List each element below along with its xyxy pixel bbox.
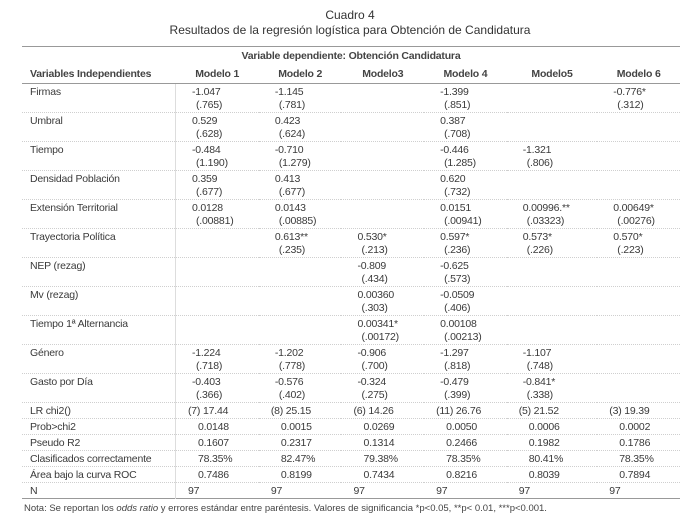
coefficient: -1.202 xyxy=(274,347,304,359)
table-row xyxy=(22,229,680,258)
table-row xyxy=(22,345,680,374)
standard-error: (.851) xyxy=(444,99,471,111)
row-label: NEP (rezag) xyxy=(22,258,176,287)
table-cell xyxy=(176,287,259,316)
stat-value: (6) 14.26 xyxy=(341,403,424,419)
standard-error: (.00881) xyxy=(196,215,234,227)
coefficient: -1.297 xyxy=(440,347,469,359)
coefficient: 0.573* xyxy=(522,231,552,243)
stat-value: (5) 21.52 xyxy=(507,403,598,419)
standard-error: (1.190) xyxy=(196,157,228,169)
stat-value: 0.0050 xyxy=(424,419,507,435)
row-label: Prob>chi2 xyxy=(22,419,176,435)
table-cell xyxy=(507,142,598,171)
row-label: Tiempo 1ª Alternancia xyxy=(22,316,176,345)
coefficient: 0.00649* xyxy=(613,202,654,214)
standard-error: (.236) xyxy=(444,244,471,256)
table-cell xyxy=(424,287,507,316)
table-cell xyxy=(176,316,259,345)
table-cell xyxy=(507,345,598,374)
row-label: Extensión Territorial xyxy=(22,200,176,229)
stat-row xyxy=(22,451,680,467)
stat-value: 78.35% xyxy=(597,451,680,467)
coefficient: 0.00341* xyxy=(357,318,398,330)
coefficient: -0.809 xyxy=(357,260,387,272)
table-cell xyxy=(507,113,598,142)
coefficient: 0.00108 xyxy=(440,318,477,330)
table-cell xyxy=(176,84,259,113)
table-row xyxy=(22,287,680,316)
row-label: Firmas xyxy=(22,84,176,113)
table-cell xyxy=(259,374,342,403)
row-label: Gasto por Día xyxy=(22,374,176,403)
table-cell xyxy=(597,171,680,200)
dependent-variable-header: Variable dependiente: Obtención Candidatura xyxy=(241,50,461,62)
standard-error: (.748) xyxy=(526,360,553,372)
coefficient: 0.570* xyxy=(613,231,643,243)
row-label: Mv (rezag) xyxy=(22,287,176,316)
stat-row xyxy=(22,419,680,435)
standard-error: (.399) xyxy=(444,389,471,401)
standard-error: (.275) xyxy=(361,389,388,401)
standard-error: (.00941) xyxy=(444,215,482,227)
coefficient: -0.906 xyxy=(357,347,387,359)
table-row xyxy=(22,171,680,200)
stat-value: 79.38% xyxy=(341,451,424,467)
standard-error: (.708) xyxy=(444,128,471,140)
table-cell xyxy=(597,84,680,113)
stat-value: 0.7486 xyxy=(176,467,259,483)
table-cell xyxy=(597,142,680,171)
table-cell xyxy=(507,316,598,345)
coefficient: -0.776* xyxy=(613,86,646,98)
table-cell xyxy=(341,229,424,258)
coefficient: 0.613** xyxy=(274,231,308,243)
coefficient: 0.0128 xyxy=(192,202,223,214)
coefficient: -1.107 xyxy=(522,347,552,359)
table-cell xyxy=(176,229,259,258)
coefficient: 0.359 xyxy=(192,173,218,185)
standard-error: (.03323) xyxy=(526,215,565,227)
coefficient: -1.321 xyxy=(522,144,552,156)
regression-table xyxy=(22,46,680,499)
table-cell xyxy=(507,229,598,258)
table-cell xyxy=(597,113,680,142)
standard-error: (.818) xyxy=(444,360,471,372)
standard-error: (.732) xyxy=(444,186,471,198)
standard-error: (.312) xyxy=(617,99,644,111)
stat-value: (7) 17.44 xyxy=(176,403,259,419)
coefficient: 0.00996.** xyxy=(522,202,570,214)
coefficient: 0.620 xyxy=(440,173,466,185)
stat-value: (8) 25.15 xyxy=(259,403,342,419)
table-cell xyxy=(176,345,259,374)
coefficient: 0.423 xyxy=(274,115,301,127)
table-cell xyxy=(597,258,680,287)
table-cell xyxy=(341,113,424,142)
table-cell xyxy=(424,229,507,258)
table-cell xyxy=(597,374,680,403)
coefficient: 0.597* xyxy=(440,231,470,243)
table-cell xyxy=(507,200,598,229)
standard-error: (.223) xyxy=(617,244,644,256)
stat-value: 78.35% xyxy=(176,451,259,467)
standard-error: (.434) xyxy=(361,273,388,285)
table-cell xyxy=(259,345,342,374)
coefficient: -0.710 xyxy=(274,144,304,156)
stat-value: 97 xyxy=(259,483,342,499)
standard-error: (.624) xyxy=(278,128,306,140)
table-cell xyxy=(597,287,680,316)
stat-value: 78.35% xyxy=(424,451,507,467)
standard-error: (.677) xyxy=(278,186,306,198)
stat-value: 0.0269 xyxy=(341,419,424,435)
standard-error: (.573) xyxy=(444,273,471,285)
table-cell xyxy=(341,142,424,171)
row-label: Género xyxy=(22,345,176,374)
stat-value: 80.41% xyxy=(507,451,598,467)
coefficient: 0.413 xyxy=(274,173,301,185)
stat-value: 0.0002 xyxy=(597,419,680,435)
stat-value: 0.8216 xyxy=(424,467,507,483)
standard-error: (.700) xyxy=(361,360,388,372)
table-row xyxy=(22,258,680,287)
table-cell xyxy=(176,142,259,171)
table-cell xyxy=(507,171,598,200)
row-label: LR chi2() xyxy=(22,403,176,419)
stat-value: 0.0006 xyxy=(507,419,598,435)
table-cell xyxy=(597,200,680,229)
row-label: Densidad Población xyxy=(22,171,176,200)
standard-error: (.765) xyxy=(196,99,223,111)
stat-value: 97 xyxy=(507,483,598,499)
coefficient: -0.841* xyxy=(522,376,556,388)
coefficient: -1.224 xyxy=(192,347,221,359)
standard-error: (.778) xyxy=(278,360,306,372)
stat-value: 97 xyxy=(424,483,507,499)
column-header: Modelo 6 xyxy=(597,65,680,84)
table-cell xyxy=(259,258,342,287)
coefficient: 0.387 xyxy=(440,115,466,127)
stat-value: 82.47% xyxy=(259,451,342,467)
column-header: Modelo5 xyxy=(507,65,598,84)
coefficient: 0.0143 xyxy=(274,202,306,214)
column-header: Variables Independientes xyxy=(22,65,176,84)
table-cell xyxy=(424,258,507,287)
stat-value: 97 xyxy=(597,483,680,499)
standard-error: (.235) xyxy=(278,244,306,256)
standard-error: (.00172) xyxy=(361,331,399,343)
standard-error: (.677) xyxy=(196,186,223,198)
table-cell xyxy=(341,84,424,113)
coefficient: 0.530* xyxy=(357,231,387,243)
table-cell xyxy=(259,142,342,171)
table-cell xyxy=(341,171,424,200)
stat-value: 0.1982 xyxy=(507,435,598,451)
table-cell xyxy=(259,287,342,316)
coefficient: -0.625 xyxy=(440,260,469,272)
standard-error: (.00885) xyxy=(278,215,317,227)
stat-row xyxy=(22,403,680,419)
table-cell xyxy=(341,258,424,287)
stat-value: 0.2317 xyxy=(259,435,342,451)
stat-row xyxy=(22,467,680,483)
table-cell xyxy=(259,113,342,142)
standard-error: (.213) xyxy=(361,244,388,256)
standard-error: (.806) xyxy=(526,157,553,169)
coefficient: -0.479 xyxy=(440,376,469,388)
row-label: Tiempo xyxy=(22,142,176,171)
standard-error: (.781) xyxy=(278,99,306,111)
coefficient: -1.399 xyxy=(440,86,469,98)
table-cell xyxy=(176,374,259,403)
coefficient: -0.324 xyxy=(357,376,387,388)
table-row xyxy=(22,374,680,403)
column-header: Modelo3 xyxy=(341,65,424,84)
table-cell xyxy=(176,258,259,287)
standard-error: (.402) xyxy=(278,389,306,401)
standard-error: (1.279) xyxy=(278,157,311,169)
coefficient: 0.529 xyxy=(192,115,218,127)
row-label: Área bajo la curva ROC xyxy=(22,467,176,483)
table-title: Resultados de la regresión logística para Obtención de Candidatura xyxy=(169,23,531,37)
row-label: Trayectoria Política xyxy=(22,229,176,258)
table-note: Nota: Se reportan los odds ratio y errores estándar entre paréntesis. Valores de significancia *p<0.05, **p< 0.01, ***p<0.001. xyxy=(24,503,547,514)
table-cell xyxy=(341,345,424,374)
table-number: Cuadro 4 xyxy=(325,8,375,22)
table-cell xyxy=(507,374,598,403)
standard-error: (.00213) xyxy=(444,331,482,343)
standard-error: (.338) xyxy=(526,389,553,401)
stat-value: 0.7894 xyxy=(597,467,680,483)
table-row xyxy=(22,142,680,171)
stat-row xyxy=(22,483,680,499)
coefficient: -0.484 xyxy=(192,144,221,156)
table-cell xyxy=(259,171,342,200)
table-cell xyxy=(424,113,507,142)
stat-value: (3) 19.39 xyxy=(597,403,680,419)
table-cell xyxy=(424,171,507,200)
table-cell xyxy=(341,200,424,229)
standard-error: (.406) xyxy=(444,302,471,314)
table-cell xyxy=(424,316,507,345)
coefficient: -0.446 xyxy=(440,144,469,156)
stat-value: 0.0015 xyxy=(259,419,342,435)
row-label: Umbral xyxy=(22,113,176,142)
table-cell xyxy=(597,229,680,258)
coefficient: -1.047 xyxy=(192,86,221,98)
table-cell xyxy=(507,258,598,287)
coefficient: -1.145 xyxy=(274,86,304,98)
stat-value: 0.7434 xyxy=(341,467,424,483)
table-cell xyxy=(176,200,259,229)
stat-value: 0.1786 xyxy=(597,435,680,451)
table-cell xyxy=(259,200,342,229)
coefficient: 0.0151 xyxy=(440,202,472,214)
table-cell xyxy=(259,229,342,258)
stat-value: 0.1314 xyxy=(341,435,424,451)
standard-error: (.628) xyxy=(196,128,223,140)
table-cell xyxy=(424,84,507,113)
row-label: Clasificados correctamente xyxy=(22,451,176,467)
stat-value: 97 xyxy=(176,483,259,499)
column-header: Modelo 2 xyxy=(259,65,342,84)
table-cell xyxy=(341,316,424,345)
stat-row xyxy=(22,435,680,451)
standard-error: (.00276) xyxy=(617,215,655,227)
stat-value: 0.0148 xyxy=(176,419,259,435)
table-cell xyxy=(597,316,680,345)
table-row xyxy=(22,200,680,229)
standard-error: (.366) xyxy=(196,389,223,401)
table-row xyxy=(22,113,680,142)
coefficient: -0.403 xyxy=(192,376,221,388)
stat-value: (11) 26.76 xyxy=(424,403,507,419)
row-label: N xyxy=(22,483,176,499)
column-header: Modelo 4 xyxy=(424,65,507,84)
column-header-row xyxy=(22,65,680,84)
table-cell xyxy=(341,374,424,403)
coefficient: -0.0509 xyxy=(440,289,475,301)
table-cell xyxy=(424,142,507,171)
standard-error: (.303) xyxy=(361,302,388,314)
table-cell xyxy=(259,316,342,345)
table-cell xyxy=(424,345,507,374)
note-emphasis: odds ratio xyxy=(116,503,159,514)
table-cell xyxy=(259,84,342,113)
standard-error: (1.285) xyxy=(444,157,476,169)
stat-value: 0.8039 xyxy=(507,467,598,483)
table-cell xyxy=(507,287,598,316)
table-row xyxy=(22,84,680,113)
stat-value: 0.8199 xyxy=(259,467,342,483)
table-cell xyxy=(507,84,598,113)
coefficient: -0.576 xyxy=(274,376,304,388)
table-cell xyxy=(176,171,259,200)
column-header: Modelo 1 xyxy=(176,65,259,84)
stat-value: 97 xyxy=(341,483,424,499)
table-cell xyxy=(597,345,680,374)
table-cell xyxy=(424,374,507,403)
row-label: Pseudo R2 xyxy=(22,435,176,451)
standard-error: (.226) xyxy=(526,244,553,256)
table-cell xyxy=(424,200,507,229)
coefficient: 0.00360 xyxy=(357,289,395,301)
table-cell xyxy=(341,287,424,316)
table-row xyxy=(22,316,680,345)
table-cell xyxy=(176,113,259,142)
standard-error: (.718) xyxy=(196,360,223,372)
stat-value: 0.1607 xyxy=(176,435,259,451)
stat-value: 0.2466 xyxy=(424,435,507,451)
